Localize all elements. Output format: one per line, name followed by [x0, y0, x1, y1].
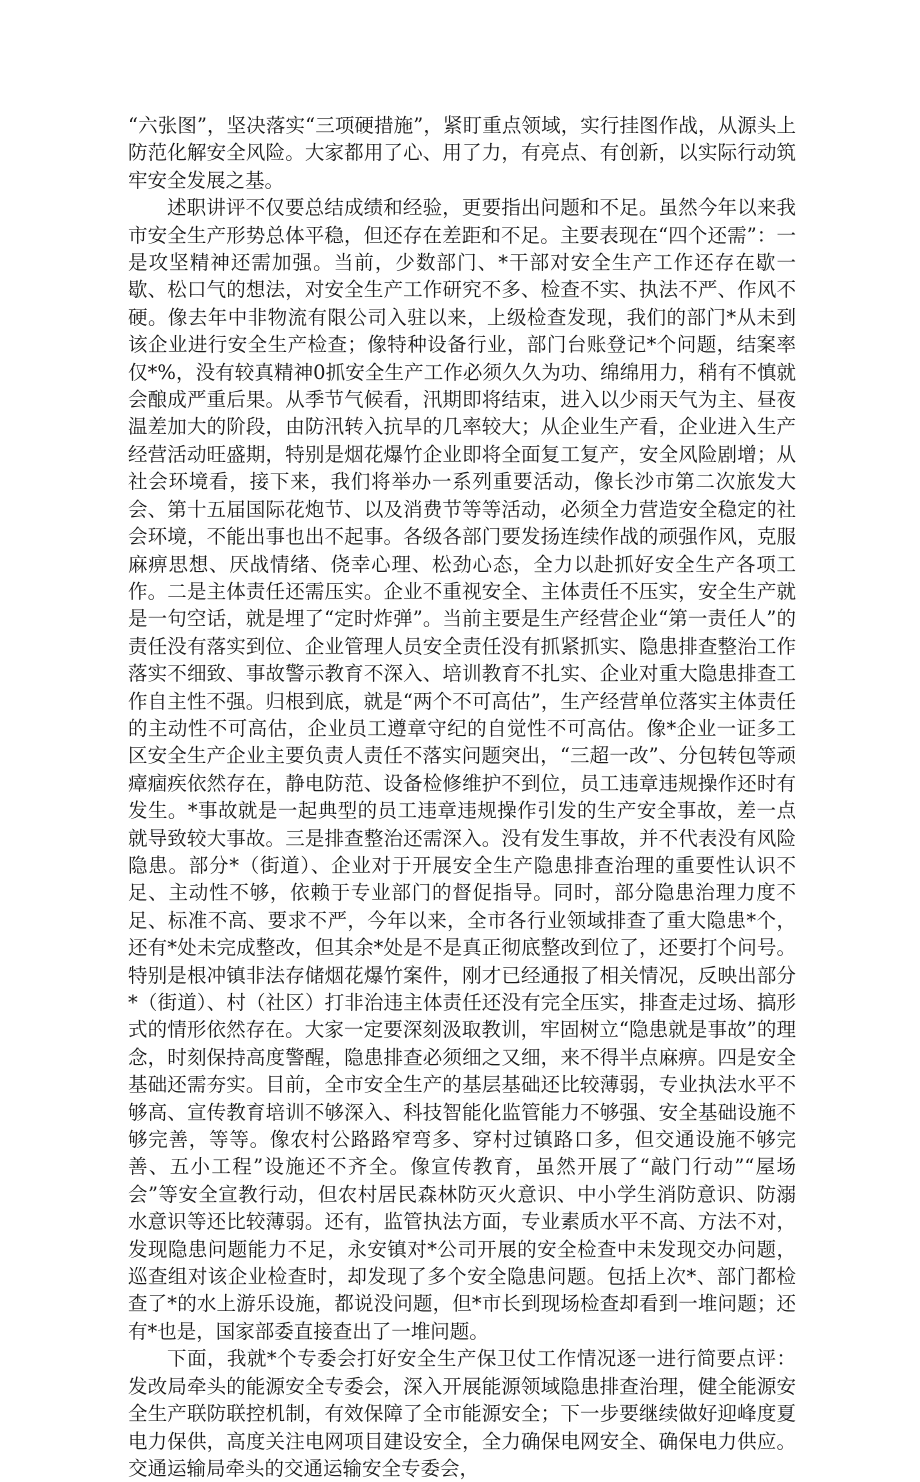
paragraph-1: “六张图”，坚决落实“三项硬措施”，紧盯重点领域，实行挂图作战，从源头上防范化解安全风险。大家都用了心、用了力，有亮点、有创新，以实际行动筑牢安全发展之基。	[128, 114, 796, 192]
document-page	[128, 112, 796, 1482]
paragraph-3: 下面，我就*个专委会打好安全生产保卫仗工作情况逐一进行简要点评：发改局牵头的能源安全专委会，深入开展能源领域隐患排查治理，健全能源安全生产联防联控机制，有效保障了全市能源安全；下一步要继续做好迎峰度夏电力保供，高度关注电网项目建设安全，全力确保电网安全、确保电力供应。交通运输局牵头的交通运输安全专委会，	[128, 1347, 796, 1480]
paragraph-2: 述职讲评不仅要总结成绩和经验，更要指出问题和不足。虽然今年以来我市安全生产形势总体平稳，但还存在差距和不足。主要表现在“四个还需”：一是攻坚精神还需加强。当前，少数部门、*干部对安全生产工作还存在歇一歇、松口气的想法，对安全生产工作研究不多、检查不实、执法不严、作风不硬。像去年中非物流有限公司入驻以来，上级检查发现，我们的部门*从未到该企业进行安全生产检查；像特种设备行业，部门台账登记*个问题，结案率仅*%，没有较真精神0抓安全生产工作必须久久为功、绵绵用力，稍有不慎就会酿成严重后果。从季节气候看，汛期即将结束，进入以少雨天气为主、昼夜温差加大的阶段，由防汛转入抗旱的几率较大；从企业生产看，企业进入生产经营活动旺盛期，特别是烟花爆竹企业即将全面复工复产，安全风险剧增；从社会环境看，接下来，我们将举办一系列重要活动，像长沙市第二次旅发大会、第十五届国际花炮节、以及消费节等等活动，必须全力营造安全稳定的社会环境，不能出事也出不起事。各级各部门要发扬连续作战的顽强作风，克服麻痹思想、厌战情绪、侥幸心理、松劲心态，全力以赴抓好安全生产各项工作。二是主体责任还需压实。企业不重视安全、主体责任不压实，安全生产就是一句空话，就是埋了“定时炸弹”。当前主要是生产经营企业“第一责任人”的责任没有落实到位、企业管理人员安全责任没有抓紧抓实、隐患排查整治工作落实不细致、事故警示教育不深入、培训教育不扎实、企业对重大隐患排查工作自主性不强。归根到底，就是“两个不可高估”，生产经营单位落实主体责任的主动性不可高估，企业员工遵章守纪的自觉性不可高估。像*企业一证多工区安全生产企业主要负责人责任不落实问题突出，“三超一改”、分包转包等顽瘴痼疾依然存在，静电防范、设备检修维护不到位，员工违章违规操作还时有发生。*事故就是一起典型的员工违章违规操作引发的生产安全事故，差一点就导致较大事故。三是排查整治还需深入。没有发生事故，并不代表没有风险隐患。部分*（街道）、企业对于开展安全生产隐患排查治理的重要性认识不足、主动性不够，依赖于专业部门的督促指导。同时，部分隐患治理力度不足、标准不高、要求不严，今年以来，全市各行业领域排查了重大隐患*个，还有*处未完成整改，但其余*处是不是真正彻底整改到位了，还要打个问号。特别是根冲镇非法存储烟花爆竹案件，刚才已经通报了相关情况，反映出部分*（街道）、村（社区）打非治违主体责任还没有完全压实，排查走过场、搞形式的情形依然存在。大家一定要深刻汲取教训，牢固树立“隐患就是事故”的理念，时刻保持高度警醒，隐患排查必须细之又细，来不得半点麻痹。四是安全基础还需夯实。目前，全市安全生产的基层基础还比较薄弱，专业执法水平不够高、宣传教育培训不够深入、科技智能化监管能力不够强、安全基础设施不够完善，等等。像农村公路路窄弯多、穿村过镇路口多，但交通设施不够完善、五小工程”设施还不齐全。像宣传教育，虽然开展了“敲门行动”“屋场会”等安全宣教行动，但农村居民森林防灭火意识、中小学生消防意识、防溺水意识等还比较薄弱。还有，监管执法方面，专业素质水平不高、方法不对，发现隐患问题能力不足，永安镇对*公司开展的安全检查中未发现交办问题，巡查组对该企业检查时，却发现了多个安全隐患问题。包括上次*、部门都检查了*的水上游乐设施，都说没问题，但*市长到现场检查却看到一堆问题；还有*也是，国家部委直接查出了一堆问题。	[128, 196, 796, 1343]
